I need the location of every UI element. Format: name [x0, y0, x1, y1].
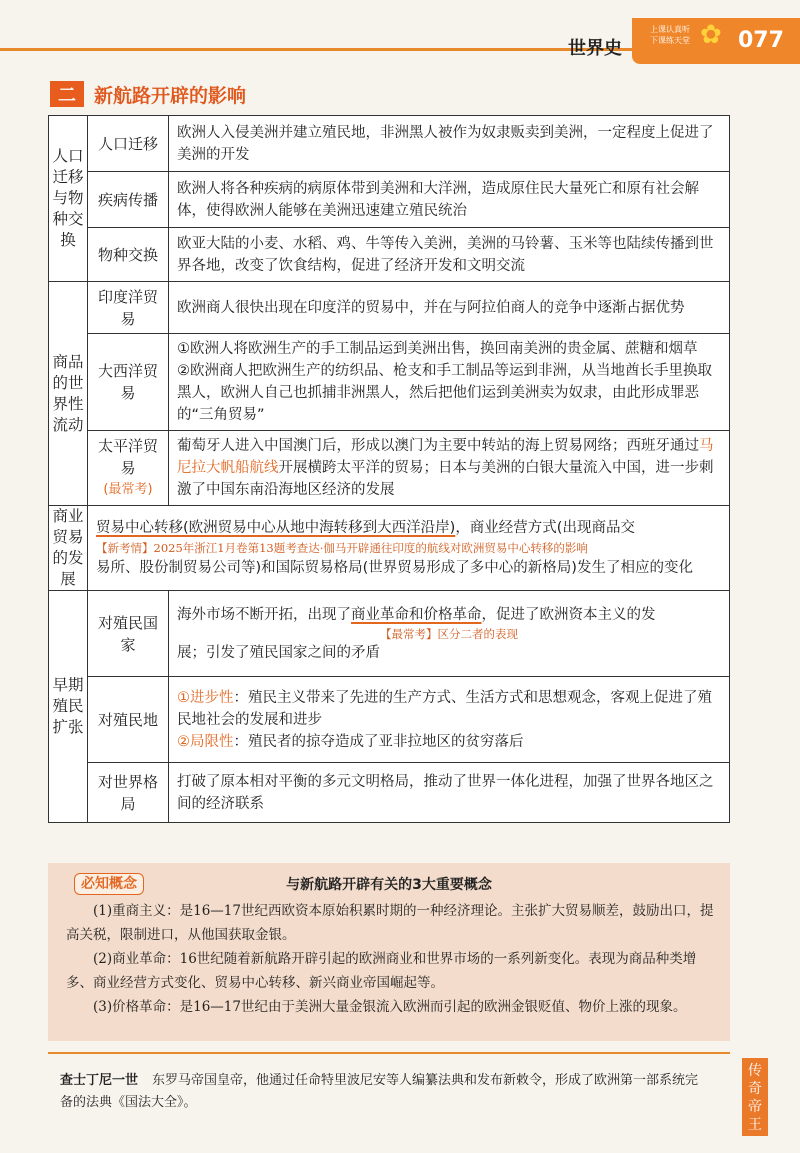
- table-row: [49, 228, 730, 282]
- content-text: ：殖民主义带来了先进的生产方式、生活方式和思想观念，客观上促进了殖民地社会的发展和进步: [177, 689, 712, 728]
- concept-body: [66, 899, 716, 1019]
- subcategory-cell: 对殖民国家: [88, 591, 169, 677]
- atlantic-point-2: ②欧洲商人把欧洲生产的纺织品、枪支和手工制品等运到非洲，从当地酋长手里换取黑人，欧洲人自己也抓捕非洲黑人，然后把他们运到美洲卖为奴隶，由此形成罪恶的“三角贸易”: [177, 363, 712, 423]
- content-cell: 欧洲人入侵美洲并建立殖民地，非洲黑人被作为奴隶贩卖到美洲，一定程度上促进了美洲的开发: [169, 116, 730, 172]
- content-text: 开展横跨太平洋的贸易；日本与美洲的白银大量流入中国，进一步刺激了中国东南沿海地区经济的发展: [177, 460, 714, 498]
- footnote-name: 查士丁尼一世: [60, 1073, 139, 1088]
- subcategory-cell: 疾病传播: [88, 172, 169, 228]
- concept-item: (3)价格革命：是16—17世纪由于美洲大量金银流入欧洲而引起的欧洲金银贬值、物价上涨的现象。: [93, 999, 687, 1015]
- subject-title: 世界史: [568, 38, 622, 59]
- progress-label: ①进步性: [177, 689, 234, 706]
- footnote: [60, 1070, 710, 1114]
- concept-box: [48, 863, 730, 1041]
- content-text: ，商业经营方式(出现商品交: [455, 520, 635, 536]
- category-cell: 早期殖民扩张: [49, 591, 88, 823]
- atlantic-point-1: ①欧洲人将欧洲生产的手工制品运到美洲出售，换回南美洲的贵金属、蔗糖和烟草: [177, 341, 698, 357]
- table-row: [49, 763, 730, 823]
- table-row: [49, 431, 730, 506]
- page-number: 077: [738, 28, 784, 53]
- subcategory-cell: [88, 431, 169, 506]
- colony-point-1: [177, 687, 721, 731]
- content-cell: 打破了原本相对平衡的多元文明格局，推动了世界一体化进程，加强了世界各地区之间的经济联系: [169, 763, 730, 823]
- content-text: ：殖民者的掠夺造成了亚非拉地区的贫穷落后: [233, 733, 524, 750]
- subcategory-cell: 印度洋贸易: [88, 282, 169, 334]
- content-cell: 欧洲商人很快出现在印度洋的贸易中，并在与阿拉伯商人的竞争中逐渐占据优势: [169, 282, 730, 334]
- concept-item: (1)重商主义：是16—17世纪西欧资本原始积累时期的一种经济理论。主张扩大贸易顺差，鼓励出口，提高关税，限制进口，从他国获取金银。: [66, 903, 714, 943]
- header-rule: [0, 48, 645, 51]
- table-row: [49, 591, 730, 677]
- exam-note: 【新考情】2025年浙江1月卷第13题考查达·伽马开辟通往印度的航线对欧洲贸易中心转移的影响: [96, 541, 588, 555]
- section-number: 二: [50, 81, 84, 107]
- flower-icon: ✿: [700, 20, 722, 50]
- highlight-text: 马尼拉大帆船航线: [177, 438, 714, 476]
- content-cell: [169, 591, 730, 677]
- content-cell: 欧亚大陆的小麦、水稻、鸡、牛等传入美洲，美洲的马铃薯、玉米等也陆续传播到世界各地，改变了饮食结构，促进了经济开发和文明交流: [169, 228, 730, 282]
- content-text: 葡萄牙人进入中国澳门后，形成以澳门为主要中转站的海上贸易网络；西班牙通过: [177, 438, 699, 454]
- underlined-text: 贸易中心转移(欧洲贸易中心从地中海转移到大西洋沿岸): [96, 520, 456, 536]
- colony-point-2: [177, 731, 721, 753]
- content-cell: [169, 431, 730, 506]
- category-cell: 商品的世界性流动: [49, 282, 88, 506]
- section-heading: [50, 80, 246, 108]
- content-cell: [169, 677, 730, 763]
- subcategory-label: 太平洋贸易: [97, 437, 158, 477]
- table-row: [49, 677, 730, 763]
- concept-tag: 必知概念: [74, 873, 144, 895]
- category-cell: 商业贸易的发展: [49, 506, 88, 591]
- footer-rule: [48, 1052, 730, 1054]
- content-text: 海外市场不断开拓，出现了: [177, 606, 351, 623]
- frequency-tag: (最常考): [103, 482, 153, 497]
- side-tab: 传奇帝王: [742, 1058, 768, 1136]
- subcategory-cell: 大西洋贸易: [88, 334, 169, 431]
- category-cell: 人口迁移与物种交换: [49, 116, 88, 282]
- content-text: 易所、股份制贸易公司等)和国际贸易格局(世界贸易形成了多中心的新格局)发生了相应的变化: [96, 560, 693, 576]
- concept-item: (2)商业革命：16世纪随着新航路开辟引起的欧洲商业和世界市场的一系列新变化。表现为商品种类增多、商业经营方式变化、贸易中心转移、新兴商业帝国崛起等。: [66, 951, 697, 991]
- content-cell: 欧洲人将各种疾病的病原体带到美洲和大洋洲，造成原住民大量死亡和原有社会解体，使得欧洲人能够在美洲迅速建立殖民统治: [169, 172, 730, 228]
- impact-table: [48, 115, 730, 823]
- table-row: [49, 334, 730, 431]
- underlined-text: 商业革命和价格革命: [351, 606, 482, 623]
- concept-title: 与新航路开辟有关的3大重要概念: [286, 877, 492, 893]
- content-text: ，促进了欧洲资本主义的发: [481, 606, 656, 623]
- content-cell: [88, 506, 730, 591]
- badge-slogan: 上课认真听 下课练天堂: [650, 25, 690, 45]
- subcategory-cell: 人口迁移: [88, 116, 169, 172]
- exam-note: 【最常考】区分二者的表现: [380, 626, 518, 641]
- content-cell: [169, 334, 730, 431]
- table-row: [49, 116, 730, 172]
- subcategory-cell: 对世界格局: [88, 763, 169, 823]
- table-row: [49, 506, 730, 591]
- subcategory-cell: 物种交换: [88, 228, 169, 282]
- footnote-text: 东罗马帝国皇帝，他通过任命特里波尼安等人编纂法典和发布新敕令，形成了欧洲第一部系统完备的法典《国法大全》。: [60, 1073, 699, 1110]
- limitation-label: ②局限性: [177, 733, 234, 750]
- table-row: [49, 282, 730, 334]
- table-row: [49, 172, 730, 228]
- content-text: 展；引发了殖民国家之间的矛盾: [177, 644, 380, 661]
- subcategory-cell: 对殖民地: [88, 677, 169, 763]
- section-title: 新航路开辟的影响: [94, 84, 247, 107]
